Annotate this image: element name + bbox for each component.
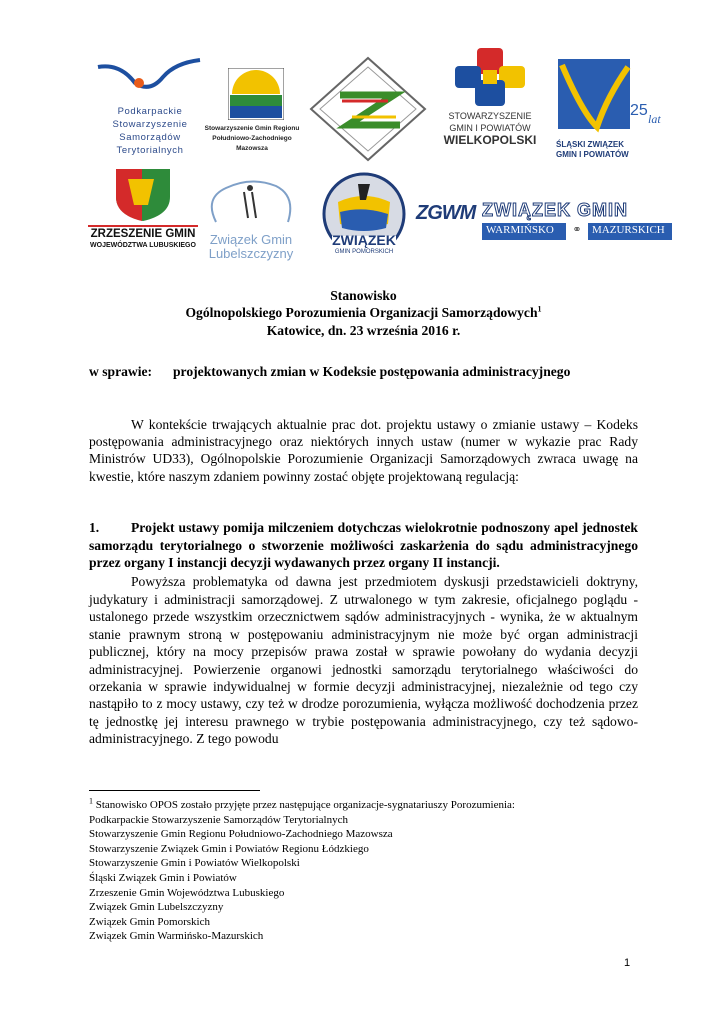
logo-text-line: ZRZESZENIE GMIN (88, 225, 198, 241)
title-line-2 (89, 304, 638, 321)
footnote-item: Związek Gmin Warmińsko-Mazurskich (89, 930, 264, 943)
logo-text-line: GMIN I POWIATÓW (556, 150, 629, 159)
title-line-3: Katowice, dn. 23 września 2016 r. (266, 322, 461, 338)
logo-text-line: Stowarzyszenie Gmin Regionu (204, 125, 300, 132)
logo-text-line: ZWIĄZEK (332, 232, 396, 248)
logo-text-line: WIELKOPOLSKI (443, 133, 537, 147)
logo-zrzeszenie-lubuskie (88, 165, 198, 260)
footnote-intro (89, 798, 638, 813)
zgwm-mark: ZGWM (416, 202, 476, 224)
logo-text-line: Podkarpackie (117, 106, 183, 117)
footnote-marker: 1 (89, 796, 93, 806)
document-body (89, 287, 638, 748)
banner-left: WARMIŃSKO (482, 223, 566, 240)
title-text: Ogólnopolskiego Porozumienia Organizacji Samorządowych (185, 305, 538, 321)
anniversary-suffix: lat (648, 112, 661, 126)
subject-line (89, 363, 638, 380)
logo-text-line: GMIN POMORSKICH (334, 249, 394, 255)
logo-text-line: Mazowsza (236, 145, 268, 152)
footnote-item: Śląski Związek Gmin i Powiatów (89, 871, 237, 884)
logo-text-line: STOWARZYSZENIE (448, 111, 532, 121)
footnote-item: Podkarpackie Stowarzyszenie Samorządów Terytorialnych (89, 813, 348, 826)
footnotes (89, 798, 638, 944)
logo-regionu-mazowsza (202, 68, 302, 163)
wave-icon (95, 55, 205, 97)
document-title (89, 287, 638, 339)
footnote-item: Stowarzyszenie Gmin Regionu Południowo-Zachodniego Mazowsza (89, 828, 393, 841)
point-number: 1. (89, 520, 100, 536)
footnote-item: Zrzeszenie Gmin Województwa Lubuskiego (89, 886, 285, 899)
logo-text-line: Stowarzyszenie (112, 119, 188, 130)
intro-paragraph: W kontekście trwających aktualnie prac dot. projektu ustawy o zmianie ustawy – Kodeks postępowania administracyjnego oraz niektórych innych ustaw (numer w wykazie prac Rady Ministrów UD33), Ogólnopolskie Porozumienie Organizacji Samorządowych zwraca uwagę na kwestie, które naszym zdaniem powinny zostać objęte projektowaną regulacją: (89, 416, 638, 484)
diamond-emblem-icon (308, 55, 428, 163)
footnote-reference[interactable]: 1 (537, 304, 542, 314)
logo-warminsko-mazurskich (416, 198, 674, 250)
zwiazek-gmin-title: ZWIĄZEK GMIN (482, 200, 628, 220)
subject-text: projektowanych zmian w Kodeksie postępowania administracyjnego (173, 364, 571, 380)
point-1-body: Powyższa problematyka od dawna jest przedmiotem dyskusji przedstawicieli doktryny, judykatury i administracji samorządowej. Z utrwalonego w tym zakresie, oficjalnego poglądu - ustalonego przede wszystkim orzecznictwem sądów administracyjnych - wynika, że w aktualnym stanie prawnym stroną w postępowaniu administracyjnym nie może być organ administracji publicznej, który na mocy przepisów prawa został w sprawie powołany do wydania decyzji administracyjnej. Powierzenie organowi jednostki samorządu terytorialnego właściwości do orzekania w sprawie indywidualnej w formie decyzji administracyjnej, niezależnie od tego czy nastąpiło to z mocy ustawy, czy też w drodze porozumienia, wyłącza możliwość dochodzenia przez tę jednostkę jej interesu prawnego w trybie postępowania administracyjnego, czy też sądowo-administracyjnego. Z tego powodu (89, 574, 638, 747)
logo-slaski (552, 57, 662, 162)
warminsko-banner (482, 223, 672, 240)
logo-text-line: Południowo-Zachodniego (212, 135, 292, 142)
logo-text-line: Związek Gmin (209, 232, 293, 247)
point-heading-text: Projekt ustawy pomija milczeniem dotychczas wielokrotnie podnoszony apel jednostek samorządu terytorialnego o stworzenie możliwości zaskarżenia do sądu administracyjnego przez organy I instancji decyzji wydawanych przez organy II instancji. (89, 520, 638, 571)
logo-text-line: WOJEWÓDZTWA LUBUSKIEGO (90, 242, 196, 249)
logo-text-line: Samorządów (119, 132, 181, 143)
subject-label: w sprawie: (89, 364, 153, 380)
banner-right: MAZURSKICH (588, 223, 672, 240)
logo-strip (0, 0, 725, 280)
logo-lubelszczyzny (196, 178, 306, 266)
anniversary-number: 25 (630, 102, 648, 119)
handshake-icon: ⚭ (572, 224, 582, 236)
footnote-item: Związek Gmin Lubelszczyzny (89, 901, 224, 914)
page-number: 1 (624, 957, 631, 969)
swoosh-emblem-icon (552, 57, 662, 135)
logo-wielkopolski (440, 48, 540, 158)
logo-text-line: Lubelszczyzny (208, 246, 294, 261)
sun-landscape-icon (228, 68, 284, 120)
logo-text-line: GMIN I POWIATÓW (449, 123, 531, 133)
logo-text-line: ŚLĄSKI ZWIĄZEK (556, 140, 624, 149)
title-line-1: Stanowisko (330, 288, 397, 303)
region-outline-icon (196, 178, 306, 228)
logo-lodzki (308, 55, 428, 163)
footnote-item: Stowarzyszenie Związek Gmin i Powiatów Regionu Łódzkiego (89, 842, 369, 855)
footnote-intro-text: Stanowisko OPOS zostało przyjęte przez następujące organizacje-sygnatariuszy Porozumienia: (95, 799, 515, 811)
puzzle-icon (455, 48, 525, 108)
logo-text-line: Terytorialnych (116, 145, 184, 156)
shield-icon (108, 165, 178, 223)
point-1-heading (89, 519, 638, 571)
footnote-item: Stowarzyszenie Gmin i Powiatów Wielkopolski (89, 857, 300, 870)
logo-podkarpackie (95, 55, 205, 160)
footnote-item: Związek Gmin Pomorskich (89, 915, 210, 928)
logo-pomorskich (318, 170, 410, 265)
footnote-separator (89, 790, 260, 791)
